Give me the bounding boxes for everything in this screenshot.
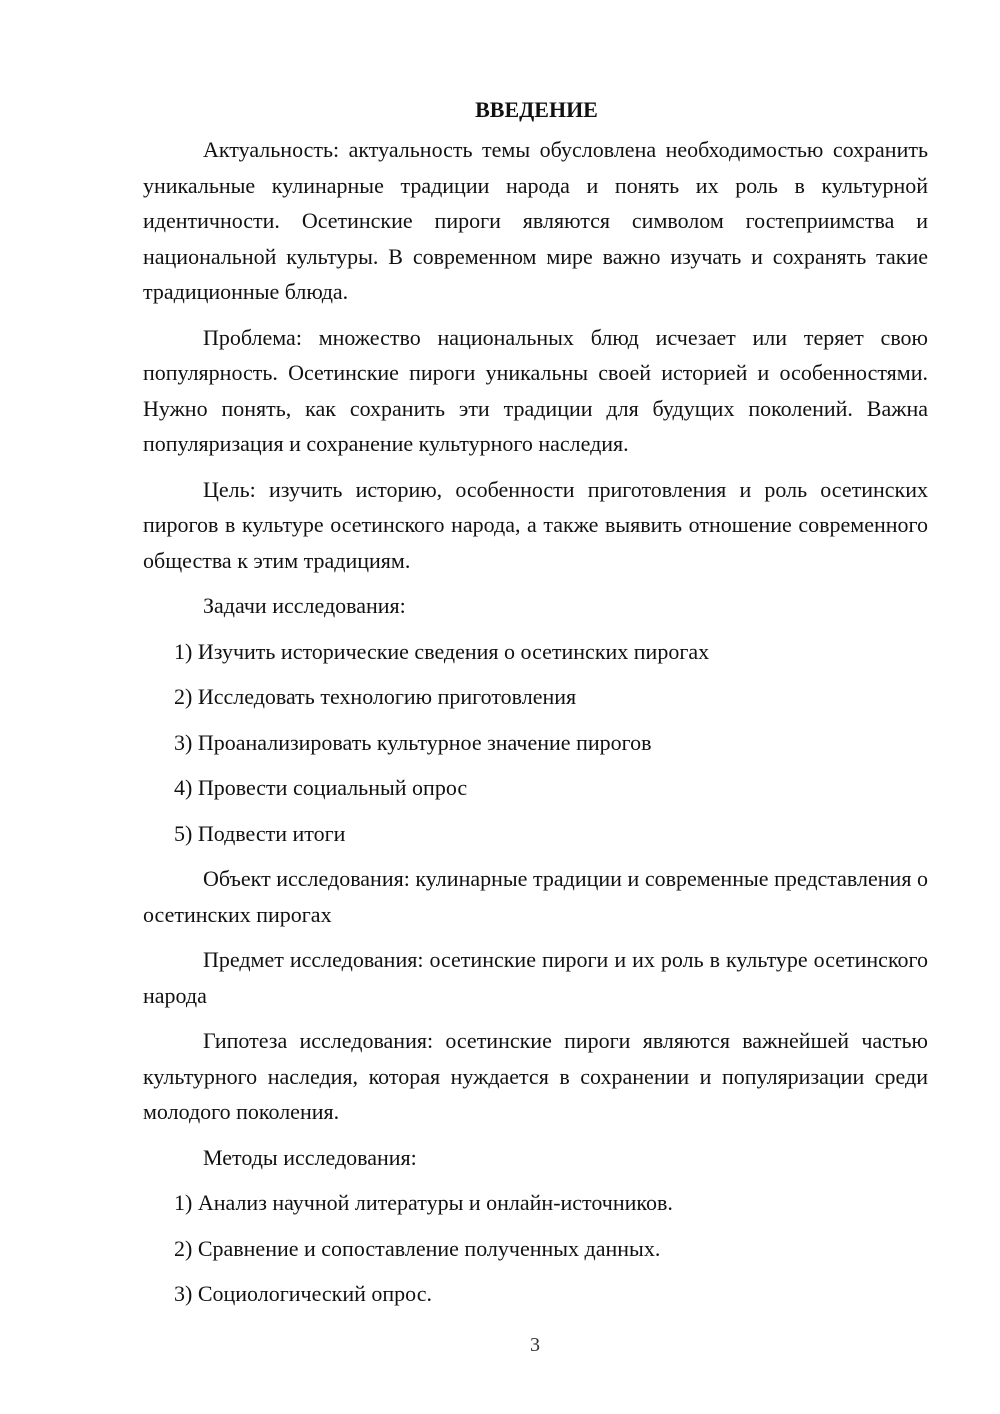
page-number: 3	[530, 1334, 540, 1356]
list-item: 2) Исследовать технологию приготовления	[174, 684, 577, 709]
list-item: 3) Социологический опрос.	[174, 1281, 432, 1306]
tasks-list	[143, 634, 928, 852]
paragraph-hypothesis: Гипотеза исследования: осетинские пироги являются важнейшей частью культурного наследия, которая нуждается в сохранении и популяризации среди молодого поколения.	[143, 1028, 928, 1124]
list-item: 2) Сравнение и сопоставление полученных данных.	[174, 1235, 661, 1261]
paragraph-object: Объект исследования: кулинарные традиции и современные представления о осетинских пирогах	[143, 866, 928, 927]
methods-list	[143, 1185, 928, 1312]
list-item: 4) Провести социальный опрос	[174, 775, 468, 800]
document-body	[143, 92, 928, 1322]
paragraph-problem: Проблема: множество национальных блюд исчезает или теряет свою популярность. Осетинские пироги уникальны своей историей и особенностями. Нужно понять, как сохранить эти традиции для будущих поколений. Важна популяризация и сохранение культурного наследия.	[143, 324, 928, 456]
list-item: 5) Подвести итоги	[174, 820, 346, 846]
list-item: 1) Изучить исторические сведения о осетинских пирогах	[174, 638, 710, 664]
paragraph-goal: Цель: изучить историю, особенности приготовления и роль осетинских пирогов в культуре осетинского народа, а также выявить отношение современного общества к этим традициям.	[143, 476, 928, 573]
section-title: ВВЕДЕНИЕ	[475, 97, 598, 122]
tasks-heading: Задачи исследования:	[203, 593, 406, 618]
paragraph-relevance: Актуальность: актуальность темы обусловлена необходимостью сохранить уникальные кулинарные традиции народа и понять их роль в культурной идентичности. Осетинские пироги являются символом гостеприимства и национальной культуры. В современном мире важно изучать и сохранять такие традиционные блюда.	[143, 137, 928, 304]
paragraph-subject: Предмет исследования: осетинские пироги и их роль в культуре осетинского народа	[143, 947, 928, 1008]
list-item: 1) Анализ научной литературы и онлайн-источников.	[174, 1190, 673, 1215]
list-item: 3) Проанализировать культурное значение пирогов	[174, 729, 652, 755]
methods-heading: Методы исследования:	[203, 1144, 417, 1170]
